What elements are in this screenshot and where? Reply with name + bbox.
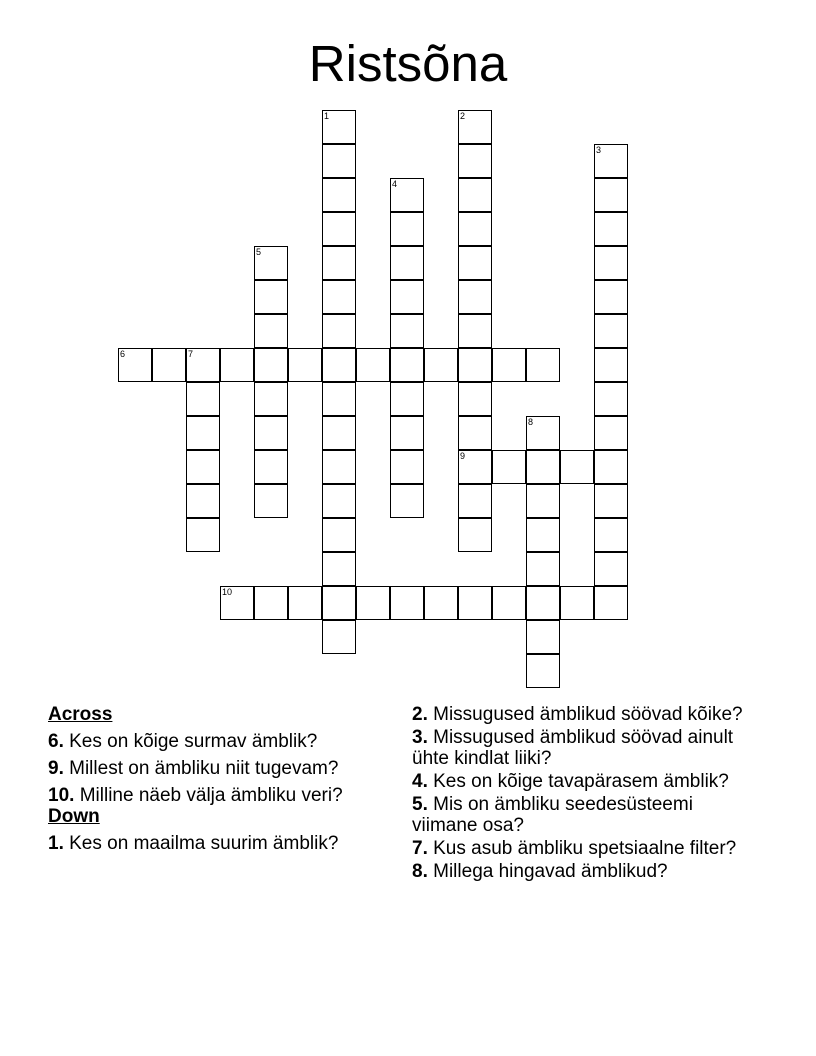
crossword-cell[interactable]: [186, 450, 220, 484]
crossword-cell[interactable]: [322, 144, 356, 178]
crossword-cell[interactable]: [390, 586, 424, 620]
crossword-cell[interactable]: [322, 620, 356, 654]
crossword-cell[interactable]: [254, 314, 288, 348]
clue-number: 10.: [48, 785, 75, 806]
crossword-cell[interactable]: [594, 484, 628, 518]
crossword-cell[interactable]: [220, 586, 254, 620]
clue-text: Mis on ämbliku seedesüsteemi viimane osa?: [412, 794, 693, 836]
crossword-cell[interactable]: [424, 586, 458, 620]
crossword-cell[interactable]: [458, 144, 492, 178]
clue-number: 7.: [412, 838, 428, 859]
crossword-cell[interactable]: [458, 484, 492, 518]
crossword-cell[interactable]: [424, 348, 458, 382]
cell-number: 7: [188, 349, 194, 359]
across-heading: Across: [48, 704, 113, 725]
crossword-cell[interactable]: [560, 586, 594, 620]
clue-across-10: [48, 785, 378, 806]
crossword-cell[interactable]: [526, 654, 560, 688]
crossword-cell[interactable]: [254, 450, 288, 484]
crossword-cell[interactable]: [594, 416, 628, 450]
crossword-cell[interactable]: [186, 518, 220, 552]
crossword-cell[interactable]: [458, 586, 492, 620]
crossword-cell[interactable]: [356, 586, 390, 620]
crossword-cell[interactable]: [254, 382, 288, 416]
crossword-cell[interactable]: [322, 518, 356, 552]
page-title: Ristsõna: [308, 35, 508, 92]
crossword-cell[interactable]: [390, 382, 424, 416]
crossword-cell[interactable]: [186, 416, 220, 450]
clue-down-5: [412, 794, 752, 836]
crossword-cell[interactable]: [322, 348, 356, 382]
crossword-cell[interactable]: [254, 348, 288, 382]
clue-across-9: [48, 758, 378, 779]
crossword-cell[interactable]: [458, 246, 492, 280]
crossword-cell[interactable]: [594, 144, 628, 178]
cell-number: 5: [256, 247, 262, 257]
cell-number: 2: [460, 111, 466, 121]
crossword-cell[interactable]: [322, 212, 356, 246]
clue-text: Kes on maailma suurim ämblik?: [63, 833, 339, 854]
crossword-cell[interactable]: [390, 348, 424, 382]
crossword-cell[interactable]: [594, 552, 628, 586]
crossword-cell[interactable]: [458, 382, 492, 416]
crossword-cell[interactable]: [492, 586, 526, 620]
crossword-cell[interactable]: [594, 450, 628, 484]
crossword-cell[interactable]: [322, 314, 356, 348]
clues-left-column: [48, 704, 378, 860]
clue-number: 8.: [412, 861, 428, 882]
crossword-cell[interactable]: [526, 518, 560, 552]
crossword-cell[interactable]: [390, 178, 424, 212]
crossword-cell[interactable]: [526, 620, 560, 654]
cell-number: 9: [460, 451, 466, 461]
clues-right-column: [412, 704, 752, 888]
crossword-cell[interactable]: [254, 586, 288, 620]
clue-text: Kes on kõige surmav ämblik?: [63, 731, 318, 752]
crossword-cell[interactable]: [254, 484, 288, 518]
crossword-cell[interactable]: [458, 314, 492, 348]
clue-number: 3.: [412, 727, 428, 748]
cell-number: 1: [324, 111, 330, 121]
crossword-cell[interactable]: [152, 348, 186, 382]
crossword-cell[interactable]: [390, 246, 424, 280]
crossword-cell[interactable]: [356, 348, 390, 382]
crossword-cell[interactable]: [458, 348, 492, 382]
crossword-cell[interactable]: [390, 280, 424, 314]
crossword-cell[interactable]: [492, 348, 526, 382]
cell-number: 10: [222, 587, 233, 597]
clue-down-2: [412, 704, 752, 725]
clue-text: Missugused ämblikud söövad kõike?: [427, 704, 743, 725]
crossword-cell[interactable]: [322, 450, 356, 484]
crossword-cell[interactable]: [594, 178, 628, 212]
clue-number: 1.: [48, 833, 64, 854]
cell-number: 8: [528, 417, 534, 427]
crossword-cell[interactable]: [288, 586, 322, 620]
crossword-cell[interactable]: [322, 178, 356, 212]
clue-down-4: [412, 771, 752, 792]
cell-number: 3: [596, 145, 602, 155]
crossword-cell[interactable]: [458, 280, 492, 314]
crossword-cell[interactable]: [186, 382, 220, 416]
crossword-cell[interactable]: [526, 484, 560, 518]
crossword-cell[interactable]: [390, 314, 424, 348]
crossword-cell[interactable]: [254, 246, 288, 280]
crossword-cell[interactable]: [594, 280, 628, 314]
crossword-cell[interactable]: [186, 348, 220, 382]
crossword-cell[interactable]: [322, 382, 356, 416]
crossword-cell[interactable]: [526, 348, 560, 382]
crossword-cell[interactable]: [526, 450, 560, 484]
crossword-cell[interactable]: [526, 552, 560, 586]
crossword-cell[interactable]: [458, 416, 492, 450]
crossword-cell[interactable]: [118, 348, 152, 382]
clue-text: Kus asub ämbliku spetsiaalne filter?: [427, 838, 737, 859]
crossword-cell[interactable]: [322, 484, 356, 518]
clue-down-8: [412, 861, 752, 882]
crossword-cell[interactable]: [458, 212, 492, 246]
clue-number: 6.: [48, 731, 64, 752]
crossword-cell[interactable]: [390, 416, 424, 450]
crossword-cell[interactable]: [186, 484, 220, 518]
crossword-cell[interactable]: [322, 110, 356, 144]
crossword-cell[interactable]: [594, 382, 628, 416]
crossword-cell[interactable]: [594, 314, 628, 348]
crossword-cell[interactable]: [594, 212, 628, 246]
crossword-cell[interactable]: [526, 416, 560, 450]
crossword-cell[interactable]: [220, 348, 254, 382]
clue-text: Missugused ämblikud söövad ainult ühte kindlat liiki?: [412, 727, 734, 769]
clue-down-7: [412, 838, 752, 859]
crossword-cell[interactable]: [492, 450, 526, 484]
clue-number: 2.: [412, 704, 428, 725]
crossword-cell[interactable]: [288, 348, 322, 382]
cell-number: 4: [392, 179, 398, 189]
clue-number: 9.: [48, 758, 64, 779]
crossword-cell[interactable]: [594, 518, 628, 552]
crossword-cell[interactable]: [322, 586, 356, 620]
crossword-cell[interactable]: [594, 586, 628, 620]
crossword-cell[interactable]: [458, 518, 492, 552]
cell-number: 6: [120, 349, 126, 359]
crossword-cell[interactable]: [390, 212, 424, 246]
crossword-cell[interactable]: [322, 416, 356, 450]
crossword-cell[interactable]: [458, 178, 492, 212]
crossword-cell[interactable]: [526, 586, 560, 620]
crossword-cell[interactable]: [322, 552, 356, 586]
crossword-cell[interactable]: [594, 348, 628, 382]
crossword-cell[interactable]: [254, 280, 288, 314]
clue-down-3: [412, 727, 752, 769]
crossword-cell[interactable]: [560, 450, 594, 484]
crossword-cell[interactable]: [458, 110, 492, 144]
crossword-cell[interactable]: [594, 246, 628, 280]
clue-number: 5.: [412, 794, 428, 815]
crossword-cell[interactable]: [390, 484, 424, 518]
clue-text: Milline näeb välja ämbliku veri?: [74, 785, 343, 806]
crossword-cell[interactable]: [322, 246, 356, 280]
crossword-cell[interactable]: [458, 450, 492, 484]
clue-text: Millega hingavad ämblikud?: [427, 861, 668, 882]
clue-text: Millest on ämbliku niit tugevam?: [63, 758, 339, 779]
clue-text: Kes on kõige tavapärasem ämblik?: [427, 771, 729, 792]
clue-number: 4.: [412, 771, 428, 792]
crossword-cell[interactable]: [254, 416, 288, 450]
down-heading: Down: [48, 806, 100, 827]
crossword-cell[interactable]: [322, 280, 356, 314]
crossword-cell[interactable]: [390, 450, 424, 484]
clue-across-6: [48, 731, 378, 752]
clue-down-1: [48, 833, 378, 854]
